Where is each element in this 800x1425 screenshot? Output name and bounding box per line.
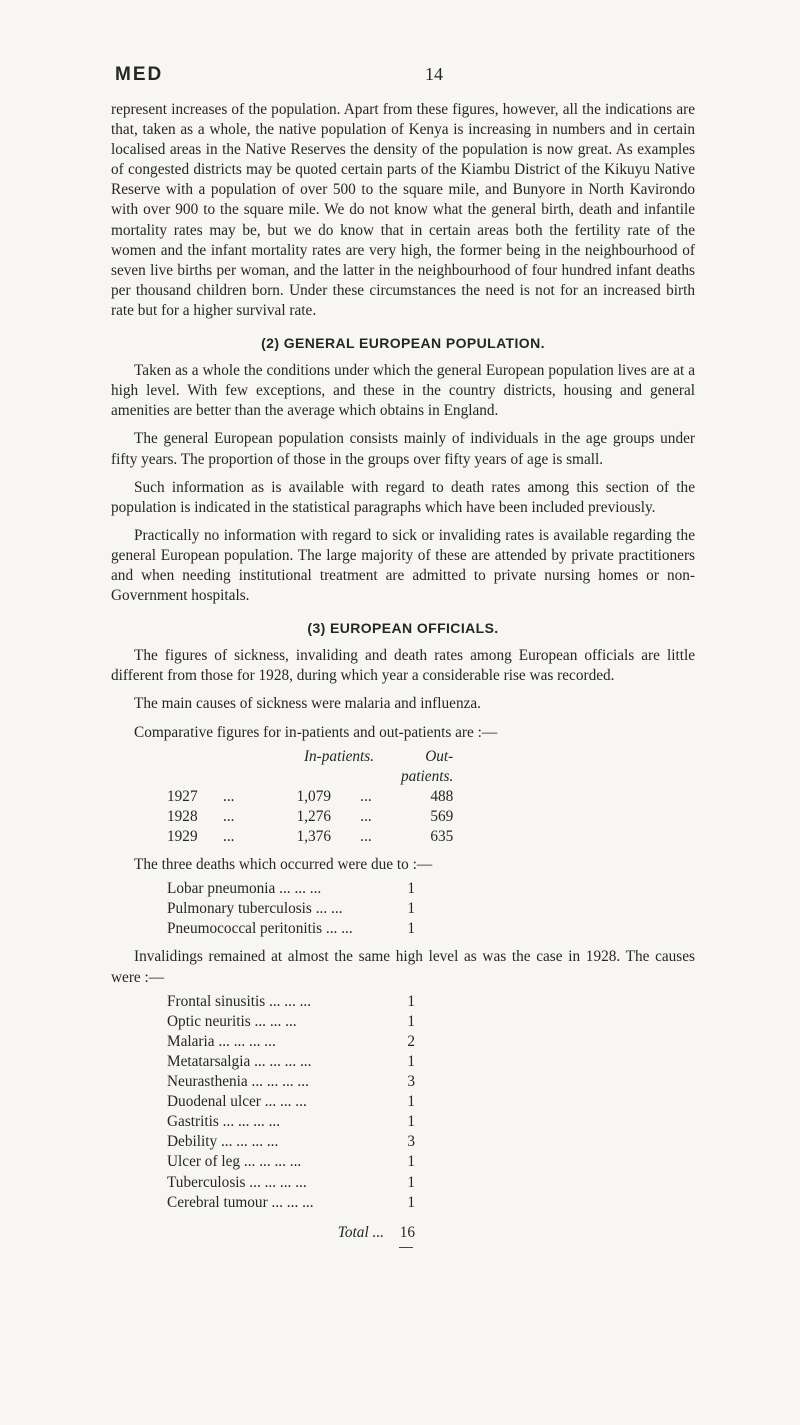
cause-label: Debility — [167, 1133, 218, 1151]
table-row — [167, 992, 415, 1012]
comparative-figures-table — [167, 747, 453, 847]
cause-label: Tuberculosis ... — [167, 1173, 261, 1191]
leader-dots: ... ... — [315, 900, 343, 918]
table-row — [167, 1132, 415, 1152]
table-row — [167, 1012, 415, 1032]
invalidings-table — [167, 992, 415, 1248]
table-row — [167, 899, 415, 919]
paragraph-officials-figures: The figures of sickness, invaliding and death rates among European officials are little different from those for 1928, during which year a considerable rise was recorded. — [111, 647, 695, 685]
table-row — [167, 1052, 415, 1072]
count-cell: 1 — [407, 1052, 415, 1070]
cause-label: Neurasthenia ... — [167, 1073, 263, 1091]
cause-label: Optic neuritis — [167, 1012, 251, 1030]
page-header — [115, 64, 660, 88]
cause-label: Frontal sinusitis — [167, 992, 266, 1010]
table-header-row — [167, 747, 453, 787]
running-title: MED — [115, 64, 164, 85]
leader-dots: ... ... ... — [264, 1173, 307, 1191]
table-row — [167, 1032, 415, 1052]
count-cell: 1 — [407, 1173, 415, 1191]
cause-label: Pulmonary tuberculosis — [167, 900, 312, 918]
header-out-patients: Out-patients. — [401, 747, 454, 785]
paragraph-sick-rates: Practically no information with regard to sick or invaliding rates is available regarding the general European population. The large majority of these are attended by private practitioners and when needing institutional treatment are admitted to private nursing homes or non-Government hospitals. — [111, 526, 695, 605]
table-row — [167, 1152, 415, 1172]
out-patients-cell: 635 — [430, 828, 454, 845]
cause-label: Ulcer of leg ... — [167, 1153, 256, 1171]
year-cell: 1928 — [167, 807, 198, 825]
in-patients-cell: 1,376 — [296, 828, 331, 845]
count-cell: 1 — [407, 880, 415, 898]
count-cell: 1 — [407, 1193, 415, 1211]
count-cell: 1 — [407, 992, 415, 1010]
table-row — [167, 879, 415, 899]
paragraph-invalidings-intro: Invalidings remained at almost the same high level as was the case in 1928. The causes were :— — [111, 948, 695, 986]
paragraph-death-rates: Such information as is available with regard to death rates among this section of the population is indicated in the statistical paragraphs which have been included previously. — [111, 478, 695, 516]
leader-dots: ... ... ... ... — [220, 1133, 279, 1151]
year-cell: 1929 — [167, 828, 198, 845]
leader-dots: ... — [223, 807, 235, 825]
leader-dots: ... — [223, 828, 235, 845]
section-heading-general-european: (2) GENERAL EUROPEAN POPULATION. — [261, 335, 545, 352]
table-row — [167, 1092, 415, 1112]
total-underline — [399, 1247, 413, 1248]
leader-dots: ... ... ... — [259, 1153, 302, 1171]
table-row — [167, 787, 453, 807]
table-row — [167, 919, 415, 939]
cause-label: Pneumococcal peritonitis — [167, 920, 323, 938]
header-in-patients: In-patients. — [303, 747, 375, 765]
total-value: 16 — [399, 1223, 415, 1241]
count-cell: 1 — [407, 920, 415, 938]
leader-dots: ... ... ... ... — [218, 1032, 276, 1050]
deaths-table — [167, 879, 415, 939]
cause-label: Malaria — [167, 1032, 215, 1050]
section-heading-european-officials: (3) EUROPEAN OFFICIALS. — [307, 620, 499, 637]
count-cell: 3 — [407, 1073, 415, 1091]
paragraph-main-causes: The main causes of sickness were malaria and influenza. — [134, 695, 482, 713]
year-cell: 1927 — [167, 787, 198, 805]
leader-dots: ... ... ... ... — [222, 1113, 281, 1131]
leader-dots: ... ... ... — [266, 1073, 309, 1091]
cause-label: Lobar pneumonia — [167, 880, 276, 898]
count-cell: 1 — [407, 1113, 415, 1131]
page-number: 14 — [425, 64, 443, 84]
total-label: Total ... — [337, 1223, 384, 1241]
page-body — [111, 100, 695, 1256]
leader-dots: ... ... ... — [279, 880, 322, 898]
leader-dots: ... ... — [325, 920, 353, 938]
in-patients-cell: 1,079 — [296, 787, 331, 805]
table-row — [167, 807, 453, 827]
leader-dots: ... — [360, 787, 372, 805]
paragraph-native-population: represent increases of the population. Apart from these figures, however, all the indications are that, taken as a whole, the native population of Kenya is increasing in numbers and in certain localised areas in the Native Reserves the density of the population is now great. As examples of congested districts may be quoted certain parts of the Kiambu District of the Kikuyu Native Reserve with a population of over 500 to the square mile, and Bunyore in North Kavirondo with over 900 to the square mile. We do not know what the general birth, death and infantile mortality rates may be, but we do know that in certain areas both the fertility rate of the women and the infant mortality rates are very high, the former being in the neighbourhood of seven live births per woman, and the latter in the neighbourhood of four hundred infant deaths per thousand children born. Under these circumstances the need is not for an increased birth rate but for a higher survival rate. — [111, 101, 695, 319]
count-cell: 1 — [407, 1093, 415, 1111]
leader-dots: ... — [223, 787, 235, 805]
total-row — [167, 1213, 415, 1248]
leader-dots: ... ... ... — [269, 992, 312, 1010]
leader-dots: ... ... ... — [264, 1093, 307, 1111]
table-row — [167, 827, 453, 847]
in-patients-cell: 1,276 — [296, 807, 331, 825]
cause-label: Metatarsalgia ... — [167, 1052, 266, 1070]
count-cell: 3 — [407, 1133, 415, 1151]
paragraph-age-groups: The general European population consists mainly of individuals in the age groups under fifty years. The proportion of those in the groups over fifty years of age is small. — [111, 430, 695, 468]
cause-label: Duodenal ulcer — [167, 1093, 261, 1111]
table-row — [167, 1112, 415, 1132]
paragraph-living-conditions: Taken as a whole the conditions under which the general European population lives are at a high level. With few exceptions, and these in the country districts, housing and general amenities are better than the average which obtains in England. — [111, 362, 695, 420]
table-row — [167, 1173, 415, 1193]
cause-label: Gastritis — [167, 1113, 219, 1131]
count-cell: 1 — [407, 1012, 415, 1030]
leader-dots: ... ... ... — [254, 1012, 297, 1030]
paragraph-comparative-intro: Comparative figures for in-patients and out-patients are :— — [134, 723, 498, 741]
leader-dots: ... — [360, 807, 372, 825]
leader-dots: ... ... ... — [271, 1193, 314, 1211]
count-cell: 1 — [407, 900, 415, 918]
leader-dots: ... ... ... — [269, 1052, 312, 1070]
out-patients-cell: 488 — [430, 787, 454, 805]
leader-dots: ... — [360, 828, 372, 845]
count-cell: 2 — [407, 1032, 415, 1050]
table-row — [167, 1193, 415, 1213]
out-patients-cell: 569 — [430, 807, 454, 825]
count-cell: 1 — [407, 1153, 415, 1171]
cause-label: Cerebral tumour — [167, 1193, 268, 1211]
table-row — [167, 1072, 415, 1092]
paragraph-deaths-intro: The three deaths which occurred were due to :— — [134, 856, 433, 874]
